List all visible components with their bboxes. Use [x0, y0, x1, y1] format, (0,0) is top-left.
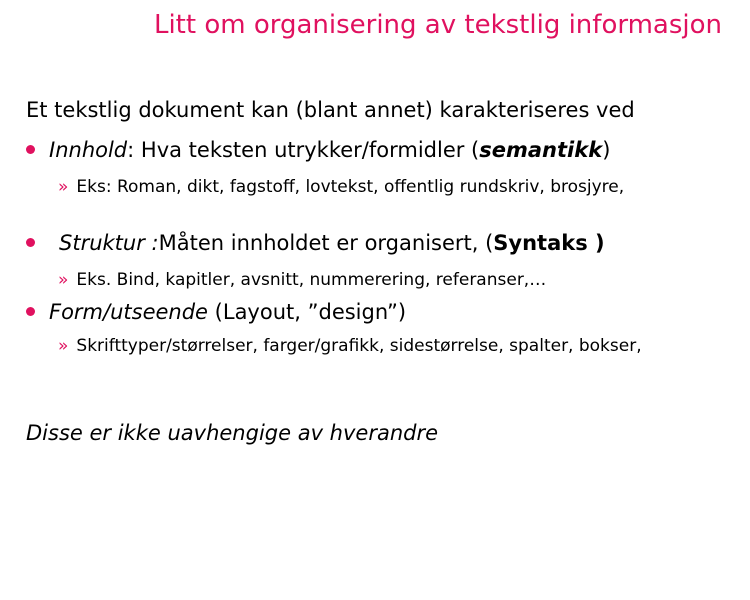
closing-statement: Disse er ikke uavhengige av hverandre — [26, 421, 439, 445]
bullet-separator: : — [127, 138, 141, 162]
bullet-close: ) — [602, 138, 611, 162]
sub-text: Skrifttyper/størrelser, farger/grafikk, sidestørrelse, spalter, bokser, — [76, 336, 642, 356]
bullet-item-form — [26, 300, 406, 324]
sub-text: Eks: Roman, dikt, fagstoff, lovtekst, offentlig rundskriv, brosjyre, — [76, 177, 625, 197]
bullet-item-innhold — [26, 138, 610, 162]
bullet-term: Form/utseende — [49, 300, 208, 324]
bullet-separator — [208, 300, 215, 324]
sub-marker-icon: » — [58, 270, 69, 290]
bullet-dot-icon — [26, 307, 35, 316]
bullet-item-struktur — [26, 231, 605, 255]
bullet-term: Innhold — [49, 138, 128, 162]
bullet-text: Hva teksten utrykker/formidler ( — [140, 138, 480, 162]
bullet-bold-term: Syntaks ) — [493, 231, 605, 255]
bullet-dot-icon — [26, 238, 35, 247]
sub-item-struktur — [58, 268, 718, 293]
sub-text: Eks. Bind, kapitler, avsnitt, nummerering, referanser,… — [76, 270, 547, 290]
sub-marker-icon: » — [58, 336, 69, 356]
sub-item-form — [58, 334, 718, 359]
bullet-dot-icon — [26, 145, 35, 154]
bullet-term: Struktur : — [59, 231, 159, 255]
sub-marker-icon: » — [58, 177, 69, 197]
bullet-bold-term: semantikk — [479, 138, 603, 162]
intro-text: Et tekstlig dokument kan (blant annet) karakteriseres ved — [26, 98, 635, 122]
bullet-text: Måten innholdet er organisert, ( — [158, 231, 494, 255]
bullet-text: (Layout, ”design”) — [214, 300, 407, 324]
sub-item-innhold — [58, 175, 718, 200]
slide-title: Litt om organisering av tekstlig informasjon — [153, 10, 722, 40]
